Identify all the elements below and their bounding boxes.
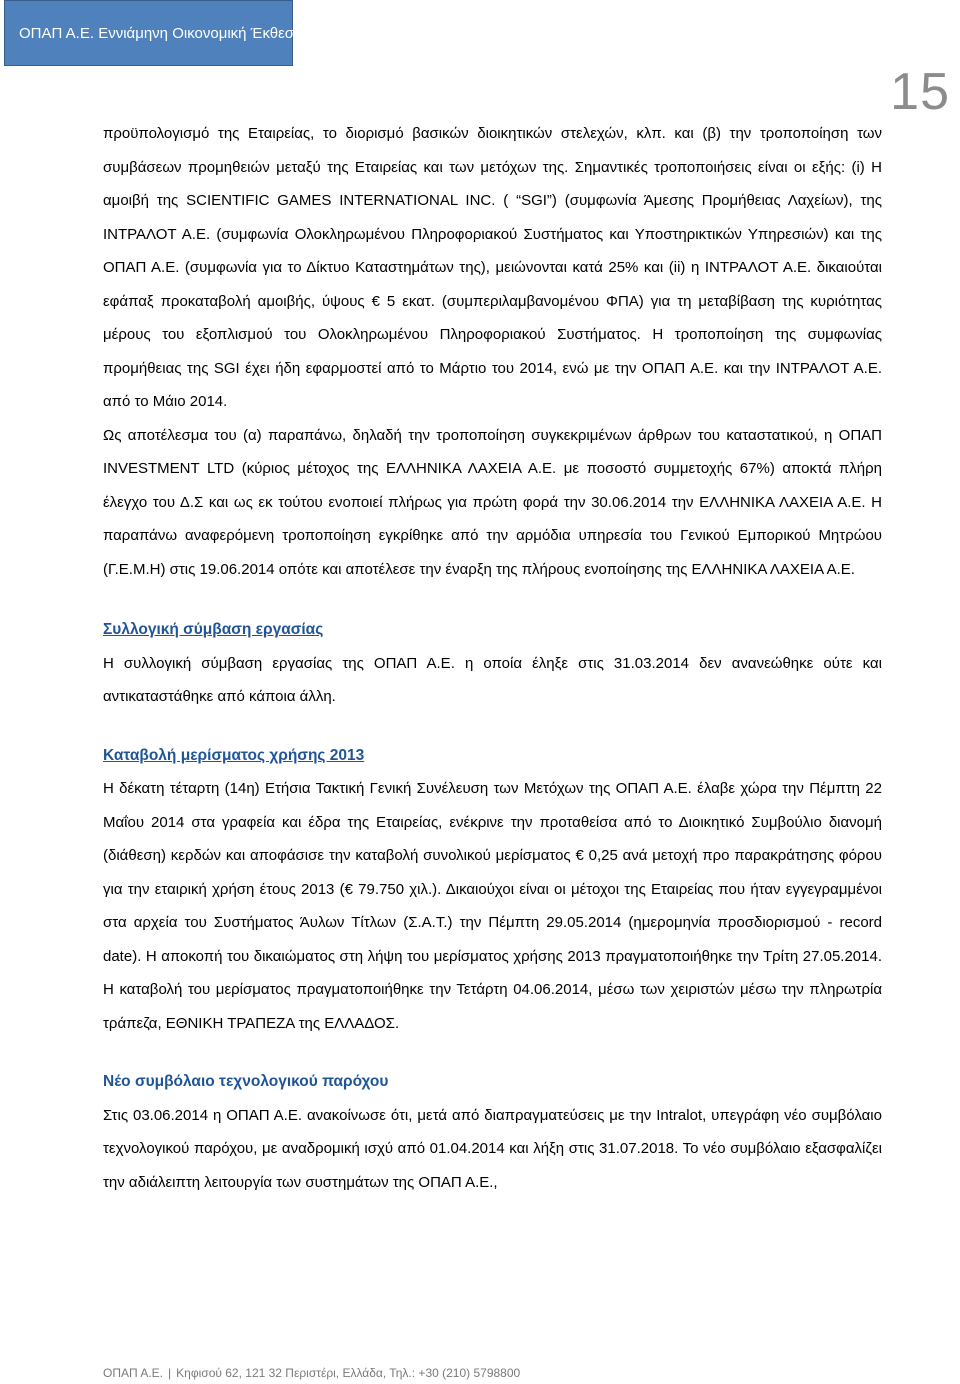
section-heading-dividend: Καταβολή μερίσματος χρήσης 2013 bbox=[103, 746, 365, 764]
header-title-tab bbox=[4, 0, 340, 66]
footer-address: Κηφισού 62, 121 32 Περιστέρι, Ελλάδα, Τηλ.: +30 (210) 5798800 bbox=[176, 1366, 521, 1380]
section-heading-tech-provider: Νέο συμβόλαιο τεχνολογικού παρόχου bbox=[103, 1073, 389, 1090]
footer-separator: | bbox=[168, 1366, 172, 1380]
paragraph-consolidation: Ως αποτέλεσμα του (α) παραπάνω, δηλαδή την τροποποίηση συγκεκριμένων άρθρων του καταστατικού, η ΟΠΑΠ INVESTMENT LTD (κύριος μέτοχος της ΕΛΛΗΝΙΚΑ ΛΑΧΕΙΑ Α.Ε. με ποσοστό συμμετοχής 67%) αποκτά πλήρη έλεγχο του Δ.Σ και ως εκ τούτου ενοποιεί πλήρως για πρώτη φορά την 30.06.2014 την ΕΛΛΗΝΙΚΑ ΛΑΧΕΙΑ Α.Ε. Η παραπάνω αναφερόμενη τροποποίηση εγκρίθηκε από την αρμόδια υπηρεσία του Γενικού Εμπορικού Μητρώου (Γ.Ε.Μ.Η) στις 19.06.2014 οπότε και αποτέλεσε την έναρξη της πλήρους ενοποίησης της ΕΛΛΗΝΙΚΑ ΛΑΧΕΙΑ Α.Ε. bbox=[103, 426, 882, 578]
paragraph-contract-amendments: προϋπολογισμό της Εταιρείας, το διορισμό βασικών διοικητικών στελεχών, κλπ. και (β) την τροποποίηση των συμβάσεων προμηθειών μεταξύ της Εταιρείας και των μετόχων της. Σημαντικές τροποποιήσεις είναι οι εξής: (i) Η αμοιβή της SCIENTIFIC GAMES INTERNATIONAL INC. ( “SGI”) (συμφωνία Άμεσης Προμήθειας Λαχείων), της ΙΝΤΡΑΛΟΤ Α.Ε. (συμφωνία Ολοκληρωμένου Πληροφοριακού Συστήματος και Υποστηρικτικών Υπηρεσιών) και της ΟΠΑΠ Α.Ε. (συμφωνία για το Δίκτυο Καταστημάτων της), μειώνονται κατά 25% και (ii) η ΙΝΤΡΑΛΟΤ Α.Ε. δικαιούται εφάπαξ προκαταβολή αμοιβής, ύψους € 5 εκατ. (συμπεριλαμβανομένου ΦΠΑ) για τη μεταβίβαση της κυριότητας μέρους του εξοπλισμού του Ολοκληρωμένου Πληροφοριακού Συστήματος. Η τροποποίηση της συμφωνίας προμήθειας της SGI έχει ήδη εφαρμοστεί από το Μάρτιο του 2014, ενώ με την ΟΠΑΠ Α.Ε. και την ΙΝΤΡΑΛΟΤ Α.Ε. από το Μάιο 2014. bbox=[103, 125, 882, 410]
footer-company: ΟΠΑΠ Α.Ε. bbox=[103, 1366, 164, 1380]
section-body-tech-provider: Στις 03.06.2014 η ΟΠΑΠ Α.Ε. ανακοίνωσε ότι, μετά από διαπραγματεύσεις με την Intralot, υπεγράφη νέο συμβόλαιο τεχνολογικού παρόχου, με αναδρομική ισχύ από 01.04.2014 και λήξη στις 31.07.2018. Το νέο συμβόλαιο εξασφαλίζει την αδιάλειπτη λειτουργία των συστημάτων της ΟΠΑΠ Α.Ε., bbox=[103, 1106, 882, 1191]
section-body-dividend: Η δέκατη τέταρτη (14η) Ετήσια Τακτική Γενική Συνέλευση των Μετόχων της ΟΠΑΠ Α.Ε. έλαβε χώρα την Πέμπτη 22 Μαΐου 2014 στα γραφεία και έδρα της Εταιρείας, ενέκρινε την προταθείσα από το Διοικητικό Συμβούλιο διανομή (διάθεση) κερδών και αποφάσισε την καταβολή συνολικού μερίσματος € 0,25 ανά μετοχή προ παρακράτησης φόρου για την εταιρική χρήση έτους 2013 (€ 79.750 χιλ.). Δικαιούχοι είναι οι μέτοχοι της Εταιρείας που ήταν εγγεγραμμένοι στα αρχεία του Συστήματος Άυλων Τίτλων (Σ.Α.Τ.) την Πέμπτη 29.05.2014 (ημερομηνία προσδιορισμού - record date). Η αποκοπή του δικαιώματος στη λήψη του μερίσματος χρήσης 2013 πραγματοποιήθηκε την Τρίτη 27.05.2014. Η καταβολή του μερίσματος πραγματοποιήθηκε την Τετάρτη 04.06.2014, μέσω των χειριστών μέσω την πληρωτρία τράπεζα, ΕΘΝΙΚΗ ΤΡΑΠΕΖΑ της ΕΛΛΑΔΟΣ. bbox=[103, 780, 882, 1032]
section-heading-labour-agreement: Συλλογική σύμβαση εργασίας bbox=[103, 621, 324, 638]
document-body bbox=[103, 117, 882, 1199]
page-footer bbox=[103, 1366, 520, 1380]
page-number: 15 bbox=[890, 63, 950, 121]
header-title: ΟΠΑΠ Α.Ε. Εννιάμηνη Οικονομική Έκθεση 2014 bbox=[19, 25, 340, 42]
section-body-labour-agreement: Η συλλογική σύμβαση εργασίας της ΟΠΑΠ Α.Ε. η οποία έληξε στις 31.03.2014 δεν ανανεώθηκε ούτε και αντικαταστάθηκε από κάποια άλλη. bbox=[103, 654, 882, 705]
